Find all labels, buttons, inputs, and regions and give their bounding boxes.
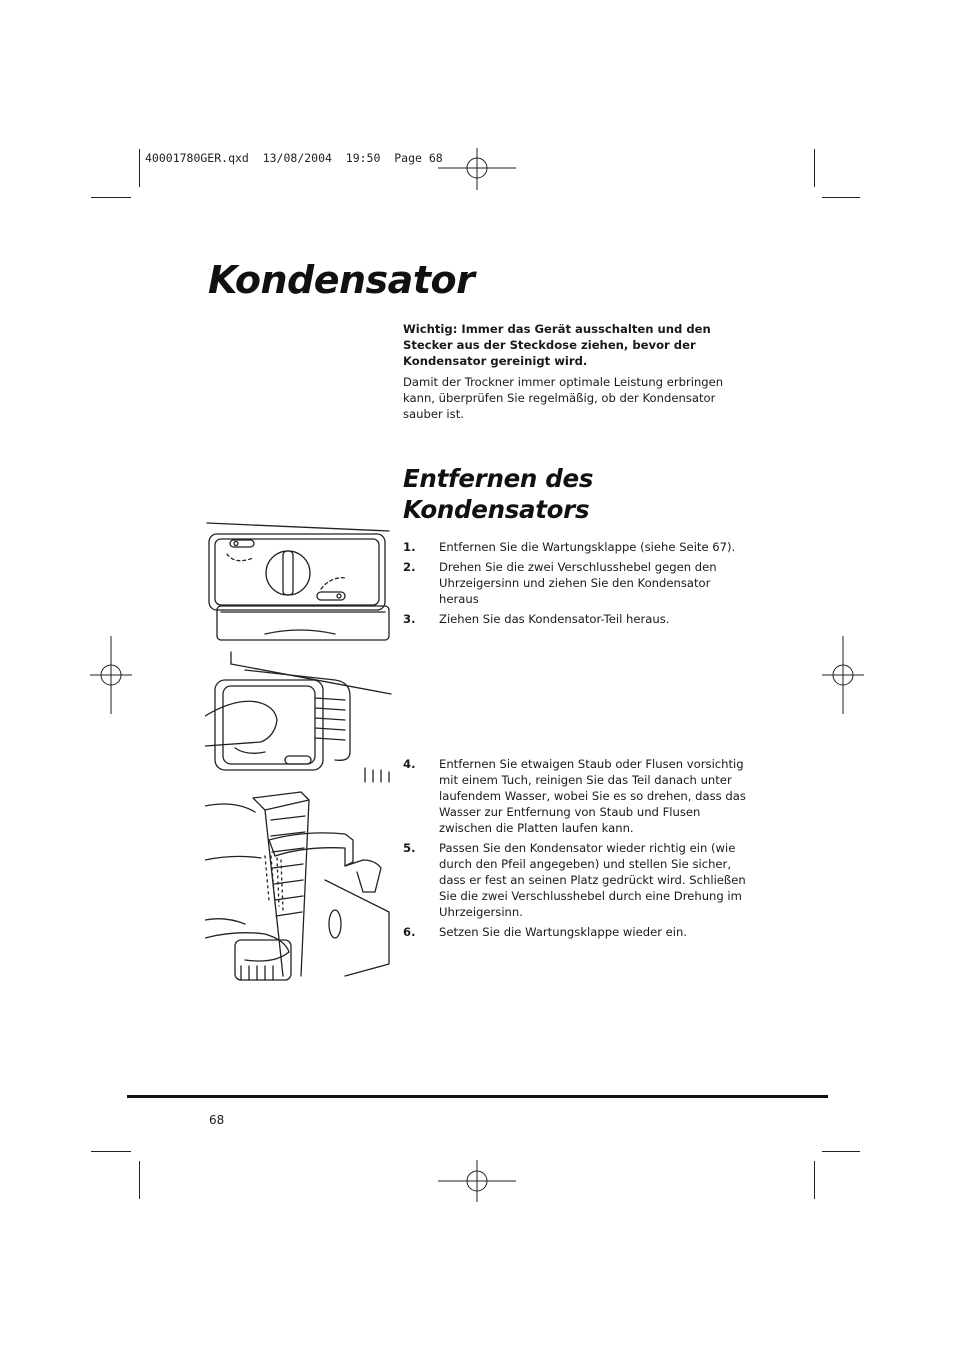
step-text: Entfernen Sie die Wartungsklappe (siehe Seite 67).: [439, 540, 736, 554]
step-item: [403, 924, 748, 940]
section-title-line2: Kondensators: [403, 495, 590, 524]
registration-mark-right: [822, 636, 864, 714]
step-number: 1.: [403, 540, 416, 554]
condenser-removal-drawing: [205, 652, 391, 782]
step-item: [403, 840, 748, 920]
step-number: 5.: [403, 841, 416, 855]
registration-mark-bottom: [438, 1160, 516, 1202]
step-text: Passen Sie den Kondensator wieder richtig ein (wie durch den Pfeil angegeben) und stellen Sie sicher, dass er fest an seinen Platz gedrückt wird. Schließen Sie die zwei Verschlusshebel durch eine Drehung im Uhrzeigersinn.: [439, 841, 746, 919]
important-note: Wichtig: Immer das Gerät ausschalten und den Stecker aus der Steckdose ziehen, bevor der Kondensator gereinigt wird.: [403, 322, 711, 368]
step-item: [403, 559, 748, 607]
step-number: 3.: [403, 612, 416, 626]
condenser-illustration: [205, 520, 395, 982]
file-slug: 40001780GER.qxd 13/08/2004 19:50 Page 68: [145, 151, 443, 165]
condenser-rinsing-drawing: [205, 792, 389, 980]
section-title: [403, 463, 723, 525]
step-number: 4.: [403, 757, 416, 771]
step-number: 6.: [403, 925, 416, 939]
step-text: Ziehen Sie das Kondensator-Teil heraus.: [439, 612, 670, 626]
intro-paragraph: Damit der Trockner immer optimale Leistung erbringen kann, überprüfen Sie regelmäßig, ob der Kondensator sauber ist.: [403, 375, 724, 421]
section-title-line1: Entfernen des: [403, 464, 594, 493]
step-item: [403, 611, 748, 627]
step-item: [403, 756, 748, 836]
page-number: 68: [209, 1113, 225, 1127]
registration-mark-top: [438, 148, 516, 190]
step-number: 2.: [403, 560, 416, 574]
registration-mark-left: [90, 636, 132, 714]
step-item: [403, 539, 748, 555]
step-text: Setzen Sie die Wartungsklappe wieder ein.: [439, 925, 688, 939]
footer-rule: [127, 1095, 828, 1098]
condenser-cover-drawing: [207, 523, 389, 640]
step-text: Entfernen Sie etwaigen Staub oder Flusen vorsichtig mit einem Tuch, reinigen Sie das Teil danach unter laufendem Wasser, wobei Sie es so drehen, dass das Wasser zur Entfernung von Staub und Flusen zwischen die Platten laufen kann.: [439, 757, 746, 835]
steps-list-b: [403, 756, 748, 944]
steps-list-a: [403, 539, 748, 631]
step-text: Drehen Sie die zwei Verschlusshebel gegen den Uhrzeigersinn und ziehen Sie den Kondensator heraus: [439, 560, 717, 606]
page-title: Kondensator: [208, 258, 475, 302]
